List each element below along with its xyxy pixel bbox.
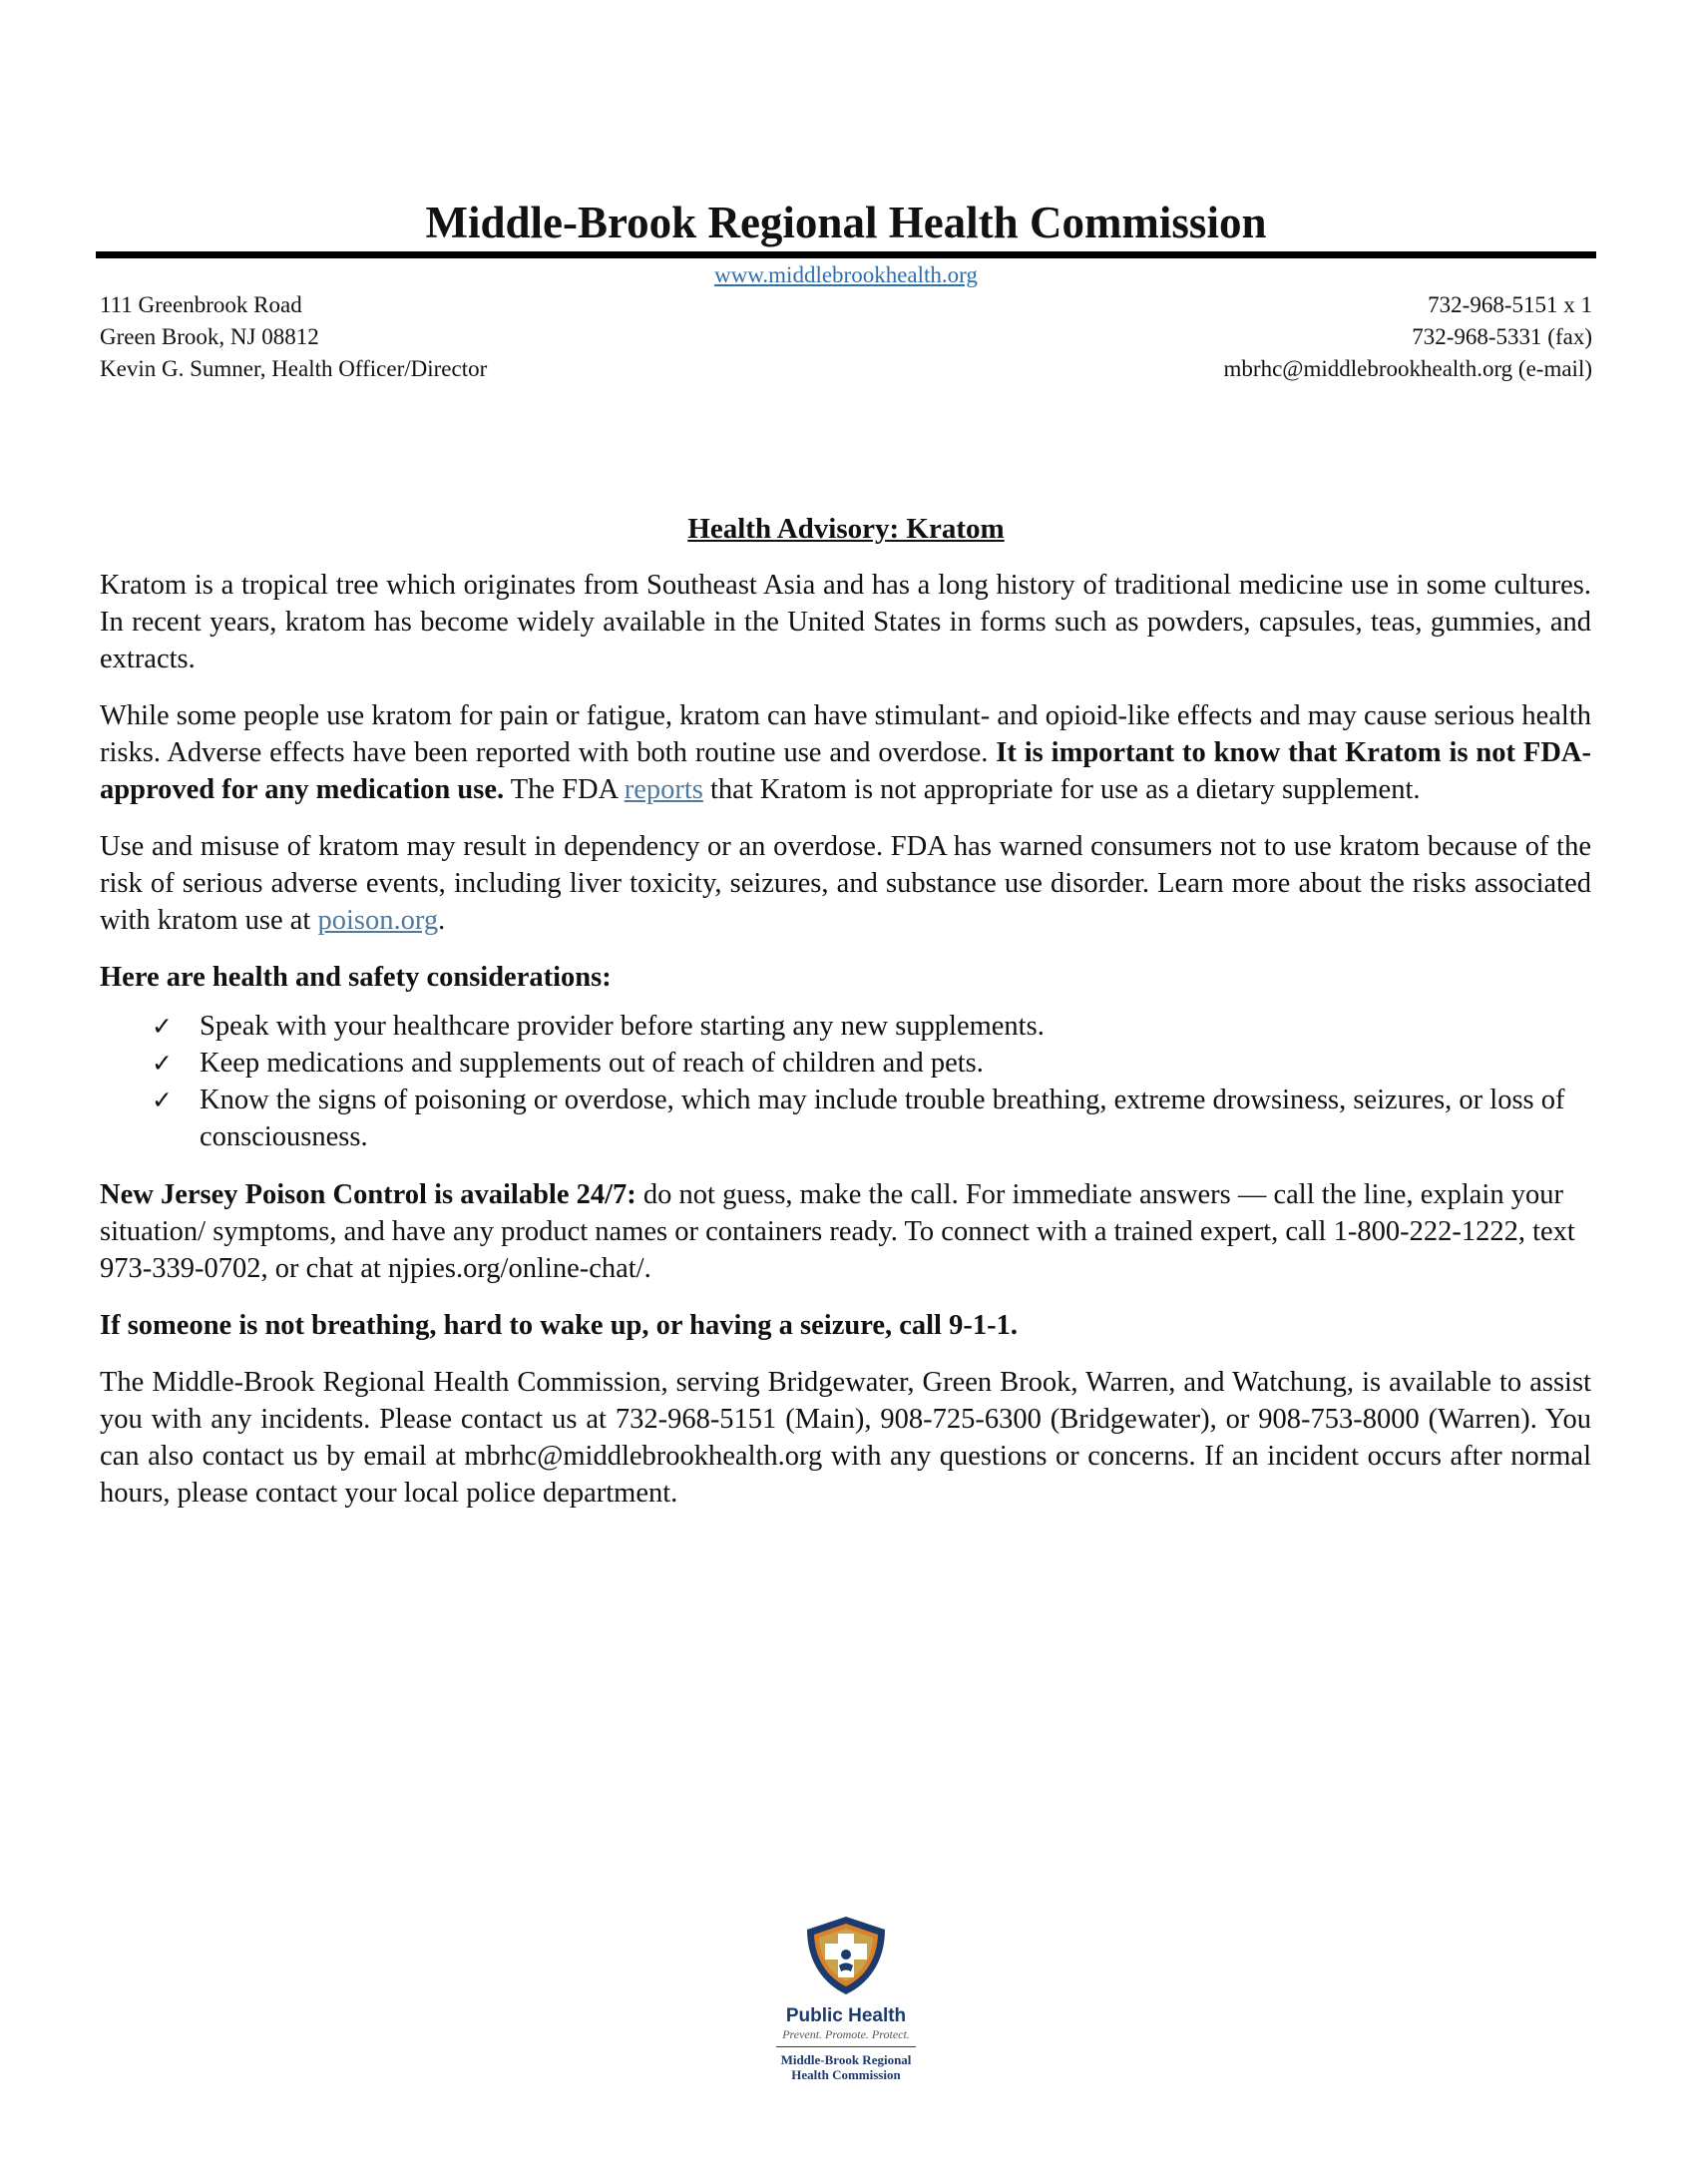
fax-number: 732-968-5331 (fax) (1412, 324, 1592, 349)
checkmark-icon: ✓ (152, 1012, 173, 1041)
logo-tagline: Prevent. Promote. Protect. (782, 2027, 910, 2041)
header-rule (96, 251, 1596, 258)
fda-reports-link[interactable]: reports (624, 774, 703, 805)
list-item: ✓ Know the signs of poisoning or overdose, which may include trouble breathing, extreme drowsiness, seizures, or loss of consciousness. (100, 1082, 1591, 1155)
org-title: Middle-Brook Regional Health Commission (425, 198, 1267, 247)
logo-org-line: Middle-Brook Regional (780, 2052, 912, 2067)
checkmark-icon: ✓ (152, 1049, 173, 1078)
poison-control-paragraph: New Jersey Poison Control is available 24/7: do not guess, make the call. For immediate answers — call the line, explain your situation/ symptoms, and have any product names or containers ready. To connect with a trained expert, call 1-800-222-1222, text 973-339-0702, or chat at njpies.org/online-chat/. (100, 1179, 1575, 1284)
considerations-heading: Here are health and safety considerations: (100, 962, 612, 993)
logo-title: Public Health (785, 2005, 907, 2026)
shield-icon (803, 1914, 889, 1997)
address-block (100, 289, 487, 385)
poison-control-label: New Jersey Poison Control is available 24/7: (100, 1179, 636, 1210)
logo-divider (776, 2046, 916, 2047)
considerations-list (100, 1008, 1591, 1155)
closing-paragraph: The Middle-Brook Regional Health Commission, serving Bridgewater, Green Brook, Warren, and Watchung, is available to assist you with any incidents. Please contact us at 732-968-5151 (Main), 908-725-6300 (Bridgewater), or 908-753-8000 (Warren). You can also contact us by email at mbrhc@middlebrookhealth.org with any questions or concerns. If an incident occurs after normal hours, please contact your local police department. (100, 1367, 1591, 1509)
contact-block (1224, 289, 1592, 385)
fda-warning: It is important to know that Kratom is not FDA-approved for any medication use. (100, 737, 1591, 805)
emergency-notice: If someone is not breathing, hard to wake up, or having a seizure, call 9-1-1. (100, 1310, 1018, 1341)
advisory-body (100, 567, 1591, 1531)
address-line: Green Brook, NJ 08812 (100, 324, 319, 349)
poison-org-link[interactable]: poison.org (317, 905, 439, 936)
address-line: 111 Greenbrook Road (100, 292, 302, 317)
checkmark-icon: ✓ (152, 1086, 173, 1114)
health-officer: Kevin G. Sumner, Health Officer/Director (100, 356, 488, 381)
list-item: ✓ Speak with your healthcare provider before starting any new supplements. (100, 1008, 1591, 1045)
advisory-title: Health Advisory: Kratom (687, 513, 1005, 545)
phone-number: 732-968-5151 x 1 (1428, 292, 1592, 317)
list-item: ✓ Keep medications and supplements out of reach of children and pets. (100, 1045, 1591, 1082)
email-address: mbrhc@middlebrookhealth.org (e-mail) (1223, 356, 1592, 381)
public-health-logo (740, 1914, 952, 2082)
risks-paragraph: Use and misuse of kratom may result in dependency or an overdose. FDA has warned consumers not to use kratom because of the risk of serious adverse events, including liver toxicity, seizures, and substance use disorder. Learn more about the risks associated with kratom use at poison.org. (100, 831, 1591, 936)
logo-org-line: Health Commission (791, 2067, 901, 2082)
effects-paragraph: While some people use kratom for pain or fatigue, kratom can have stimulant- and opioid-like effects and may cause serious health risks. Adverse effects have been reported with both routine use and overdose. It is important to know that Kratom is not FDA-approved for any medication use. The FDA reports that Kratom is not appropriate for use as a dietary supplement. (100, 700, 1591, 805)
intro-paragraph: Kratom is a tropical tree which originates from Southeast Asia and has a long history of traditional medicine use in some cultures. In recent years, kratom has become widely available in the United States in forms such as powders, capsules, teas, gummies, and extracts. (100, 570, 1591, 674)
website-link[interactable]: www.middlebrookhealth.org (714, 262, 978, 287)
